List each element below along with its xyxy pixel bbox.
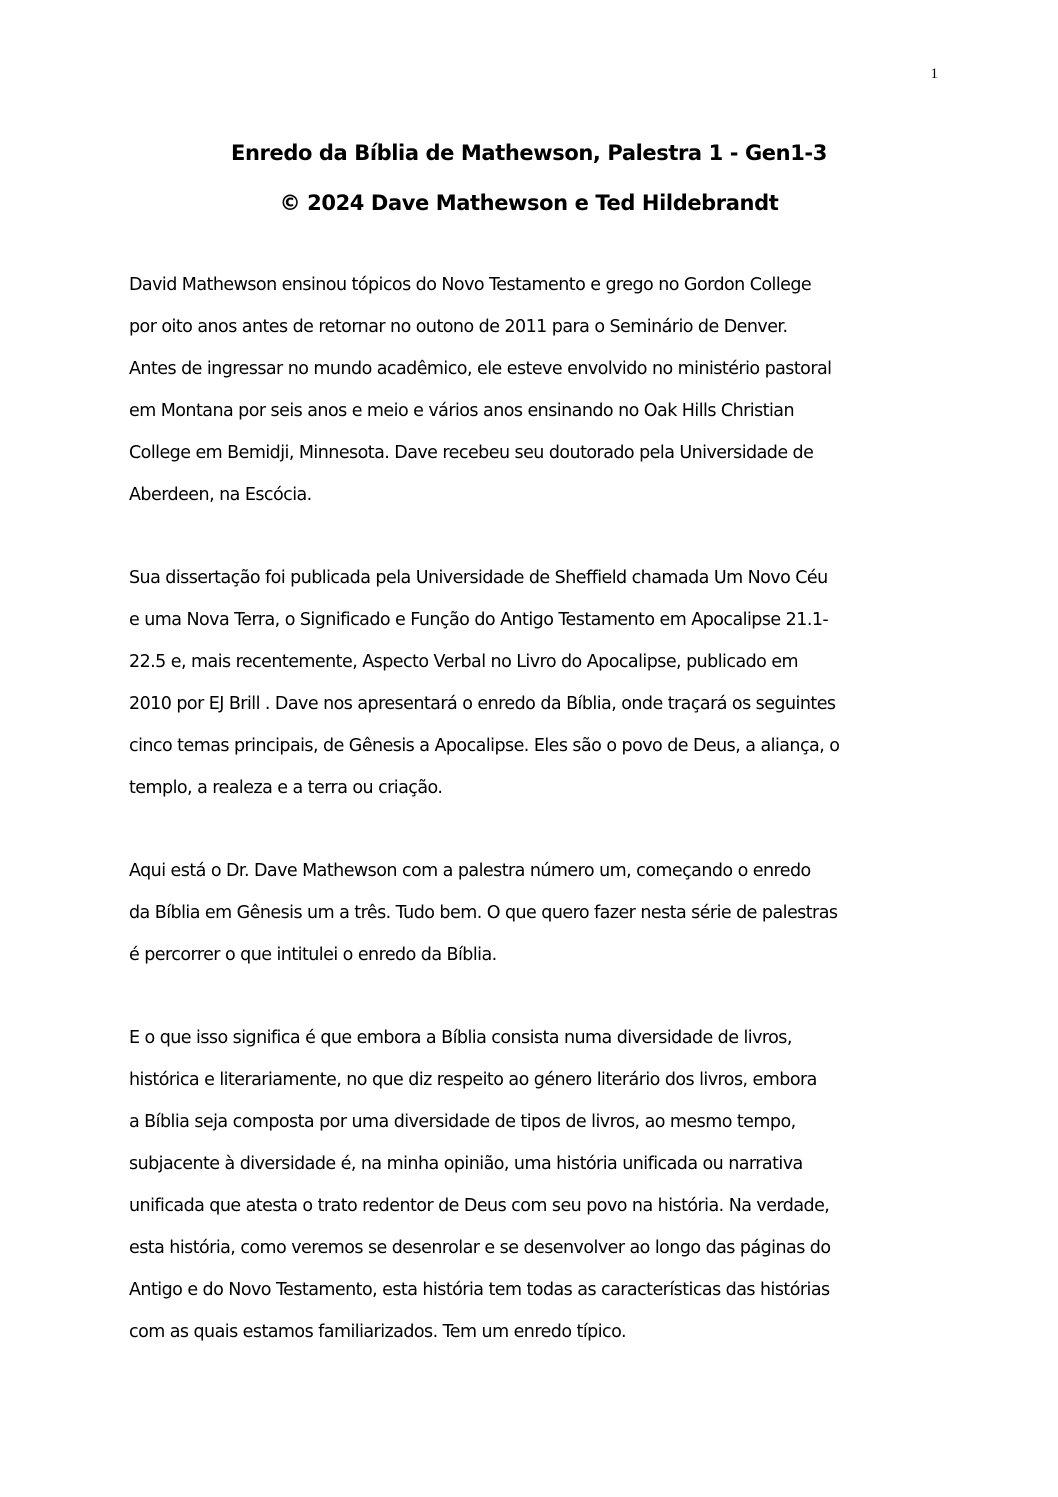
title-line-1: Enredo da Bíblia de Mathewson, Palestra 1 - Gen1-3 xyxy=(231,141,827,165)
text-line: por oito anos antes de retornar no outono de 2011 para o Seminário de Denver. xyxy=(129,317,788,337)
text-line: Antes de ingressar no mundo acadêmico, ele esteve envolvido no ministério pastoral xyxy=(129,359,832,379)
text-line: 2010 por EJ Brill . Dave nos apresentará o enredo da Bíblia, onde traçará os seguintes xyxy=(129,694,836,714)
text-line: 22.5 e, mais recentemente, Aspecto Verbal no Livro do Apocalipse, publicado em xyxy=(129,652,799,672)
text-line: E o que isso significa é que embora a Bíblia consista numa diversidade de livros, xyxy=(129,1028,792,1048)
text-line: a Bíblia seja composta por uma diversidade de tipos de livros, ao mesmo tempo, xyxy=(129,1112,796,1132)
document-title xyxy=(0,128,1058,228)
text-line: Aberdeen, na Escócia. xyxy=(129,485,312,505)
text-line: da Bíblia em Gênesis um a três. Tudo bem. O que quero fazer nesta série de palestras xyxy=(129,903,838,923)
text-line: Antigo e do Novo Testamento, esta história tem todas as características das histórias xyxy=(129,1280,830,1300)
text-line: cinco temas principais, de Gênesis a Apocalipse. Eles são o povo de Deus, a aliança, o xyxy=(129,736,840,756)
text-line: Aqui está o Dr. Dave Mathewson com a palestra número um, começando o enredo xyxy=(129,861,811,881)
paragraph-dissertation xyxy=(129,557,944,809)
text-line: subjacente à diversidade é, na minha opinião, uma história unificada ou narrativa xyxy=(129,1154,803,1174)
document-body xyxy=(129,264,944,1394)
text-line: e uma Nova Terra, o Significado e Função do Antigo Testamento em Apocalipse 21.1- xyxy=(129,610,829,630)
text-line: é percorrer o que intitulei o enredo da Bíblia. xyxy=(129,945,497,965)
text-line: College em Bemidji, Minnesota. Dave recebeu seu doutorado pela Universidade de xyxy=(129,443,814,463)
text-line: Sua dissertação foi publicada pela Universidade de Sheffield chamada Um Novo Céu xyxy=(129,568,828,588)
title-line-2-copyright: © 2024 Dave Mathewson e Ted Hildebrandt xyxy=(279,191,779,215)
text-line: em Montana por seis anos e meio e vários anos ensinando no Oak Hills Christian xyxy=(129,401,794,421)
paragraph-introduction xyxy=(129,850,944,976)
paragraph-storyline xyxy=(129,1017,944,1353)
text-line: templo, a realeza e a terra ou criação. xyxy=(129,778,443,798)
text-line: esta história, como veremos se desenrolar e se desenvolver ao longo das páginas do xyxy=(129,1238,831,1258)
text-line: unificada que atesta o trato redentor de Deus com seu povo na história. Na verdade, xyxy=(129,1196,830,1216)
text-line: com as quais estamos familiarizados. Tem um enredo típico. xyxy=(129,1322,626,1342)
page-number: 1 xyxy=(930,66,938,82)
text-line: David Mathewson ensinou tópicos do Novo Testamento e grego no Gordon College xyxy=(129,275,812,295)
paragraph-author-bio xyxy=(129,264,944,516)
text-line: histórica e literariamente, no que diz respeito ao género literário dos livros, embora xyxy=(129,1070,817,1090)
